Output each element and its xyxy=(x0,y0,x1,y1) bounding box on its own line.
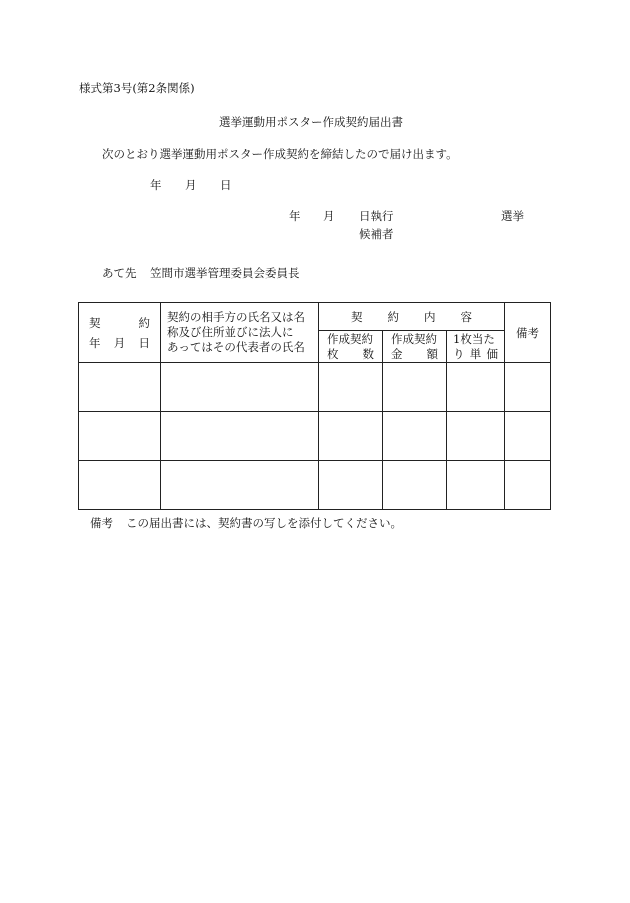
counterparty-cell[interactable] xyxy=(161,412,319,461)
amount-header xyxy=(383,331,447,363)
quantity-cell[interactable] xyxy=(319,412,383,461)
contract-content-c2: 約 xyxy=(387,309,399,324)
remarks-header: 備考 xyxy=(505,303,551,363)
counterparty-header xyxy=(161,303,319,363)
election-label: 選挙 xyxy=(501,209,524,223)
amount-header-gaku: 額 xyxy=(426,346,438,361)
remarks-cell[interactable] xyxy=(505,412,551,461)
quantity-header-mai: 枚 xyxy=(327,346,339,361)
amount-cell[interactable] xyxy=(383,412,447,461)
counterparty-line-2: 称及び住所並びに法人に xyxy=(167,325,294,339)
election-year-label: 年 xyxy=(289,209,301,223)
contract-date-year: 年 xyxy=(89,335,101,350)
unit-price-header-ri: り xyxy=(453,346,465,361)
unit-price-header-tan: 単 xyxy=(469,346,482,361)
unit-price-cell[interactable] xyxy=(447,412,505,461)
contract-content-header xyxy=(319,303,505,331)
form-number: 様式第3号(第2条関係) xyxy=(79,81,195,95)
unit-price-header-line1: 1枚当た xyxy=(453,331,495,346)
contract-content-c4: 容 xyxy=(460,309,472,324)
submission-year-label: 年 xyxy=(150,178,162,192)
unit-price-header xyxy=(447,331,505,363)
document-title: 選挙運動用ポスター作成契約届出書 xyxy=(219,115,403,129)
quantity-header-line1: 作成契約 xyxy=(327,331,373,346)
candidate-label: 候補者 xyxy=(359,227,394,241)
contract-date-cell[interactable] xyxy=(79,363,161,412)
addressee-label: あて先 xyxy=(102,266,137,280)
contract-date-cell[interactable] xyxy=(79,412,161,461)
quantity-header-suu: 数 xyxy=(362,346,374,361)
unit-price-cell[interactable] xyxy=(447,363,505,412)
remarks-cell[interactable] xyxy=(505,461,551,510)
amount-cell[interactable] xyxy=(383,363,447,412)
contract-content-c3: 内 xyxy=(424,309,436,324)
intro-text: 次のとおり選挙運動用ポスター作成契約を締結したので届け出ます。 xyxy=(102,147,458,161)
remarks-cell[interactable] xyxy=(505,363,551,412)
amount-cell[interactable] xyxy=(383,461,447,510)
contract-date-day: 日 xyxy=(138,335,150,350)
election-day-label: 日執行 xyxy=(359,209,394,223)
quantity-cell[interactable] xyxy=(319,363,383,412)
counterparty-cell[interactable] xyxy=(161,461,319,510)
counterparty-cell[interactable] xyxy=(161,363,319,412)
amount-header-kin: 金 xyxy=(391,346,403,361)
addressee-name: 笠間市選挙管理委員会委員長 xyxy=(150,266,300,280)
contract-table xyxy=(78,302,551,510)
table-row xyxy=(79,363,551,412)
quantity-header xyxy=(319,331,383,363)
submission-day-label: 日 xyxy=(220,178,232,192)
contract-date-month: 月 xyxy=(113,335,126,350)
contract-date-yaku: 約 xyxy=(138,315,150,330)
table-row xyxy=(79,412,551,461)
counterparty-line-3: あってはその代表者の氏名 xyxy=(167,340,305,354)
contract-content-c1: 契 xyxy=(351,309,363,324)
amount-header-line1: 作成契約 xyxy=(391,331,437,346)
counterparty-line-1: 契約の相手方の氏名又は名 xyxy=(167,310,305,324)
unit-price-cell[interactable] xyxy=(447,461,505,510)
table-row xyxy=(79,461,551,510)
contract-date-kei: 契 xyxy=(89,315,101,330)
note-label: 備考 xyxy=(90,516,113,530)
submission-month-label: 月 xyxy=(185,178,197,192)
quantity-cell[interactable] xyxy=(319,461,383,510)
unit-price-header-ka: 価 xyxy=(486,346,498,361)
contract-date-header xyxy=(79,303,161,363)
election-month-label: 月 xyxy=(323,209,335,223)
contract-date-cell[interactable] xyxy=(79,461,161,510)
note-text: この届出書には、契約書の写しを添付してください。 xyxy=(126,516,402,530)
